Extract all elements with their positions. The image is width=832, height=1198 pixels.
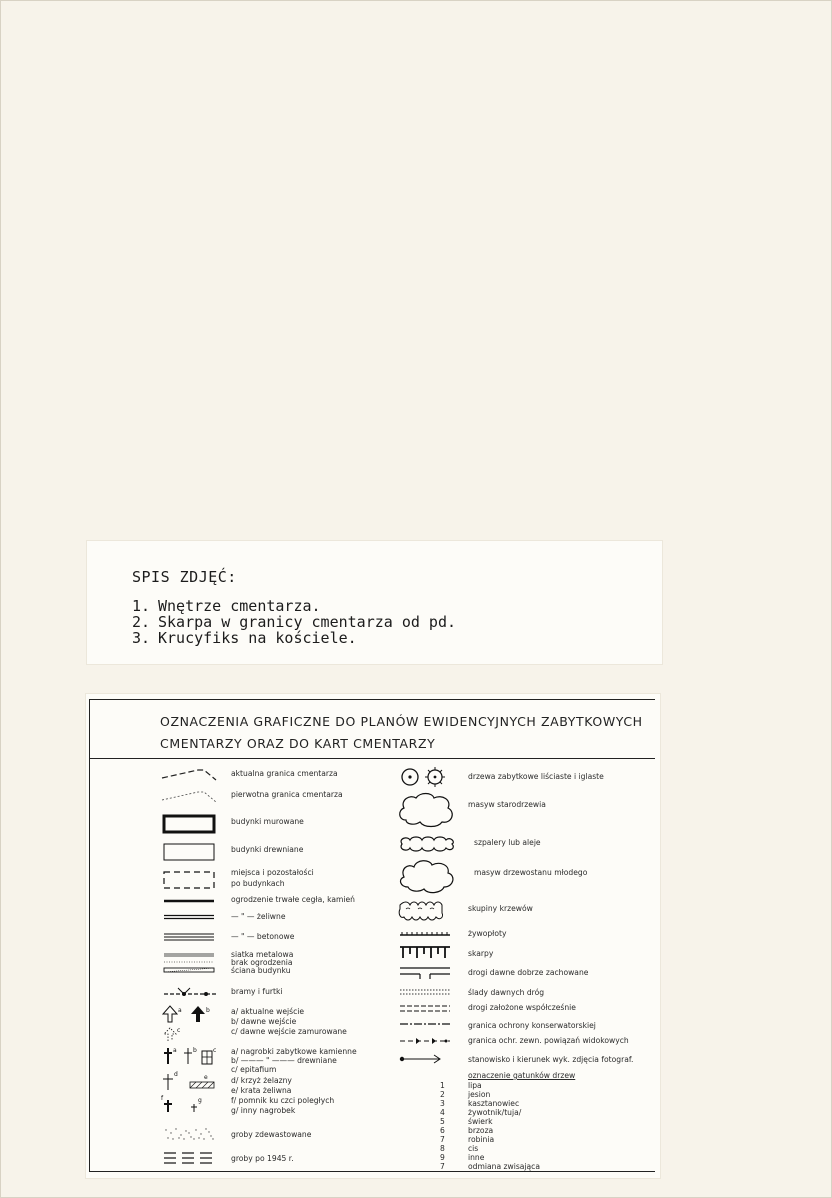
entry-permanent-fence: ogrodzenie trwałe cegła, kamień bbox=[231, 895, 355, 904]
entry-new-roads: drogi założone współcześnie bbox=[468, 1003, 576, 1012]
photo-list-title: SPIS ZDJĘĆ: bbox=[132, 568, 237, 586]
svg-text:b: b bbox=[193, 1047, 197, 1054]
svg-text:c: c bbox=[177, 1027, 181, 1034]
species-name: jesion bbox=[468, 1090, 491, 1099]
entry-entrance-c: c/ dawne wejście zamurowane bbox=[231, 1027, 347, 1036]
legend-header-divider bbox=[89, 758, 655, 759]
entry-gravestone-c: c/ epitafium bbox=[231, 1065, 277, 1074]
species-number: 5 bbox=[440, 1117, 445, 1126]
concrete-fence-symbol bbox=[162, 932, 218, 942]
legend-heading-line2: CMENTARZY ORAZ DO KART CMENTARZY bbox=[160, 736, 436, 751]
graphic-symbols-legend bbox=[86, 694, 660, 1178]
list-item: 3. Krucyfiks na kościele. bbox=[132, 629, 357, 647]
svg-text:a: a bbox=[178, 1007, 182, 1014]
entry-masonry-buildings: budynki murowane bbox=[231, 817, 304, 826]
mesh-fence-symbol bbox=[162, 951, 218, 975]
entry-former-buildings-2: po budynkach bbox=[231, 879, 285, 888]
devastated-graves-symbol bbox=[162, 1126, 218, 1142]
entry-hedges: żywopłoty bbox=[468, 929, 507, 938]
entry-building-wall: ściana budynku bbox=[231, 966, 291, 975]
embankment-symbol bbox=[398, 944, 454, 960]
entry-current-boundary: aktualna granica cmentarza bbox=[231, 769, 338, 778]
legend-frame-left bbox=[89, 699, 90, 1172]
entry-embankments: skarpy bbox=[468, 949, 494, 958]
svg-text:a: a bbox=[173, 1047, 177, 1054]
entry-gravestone-g: g/ inny nagrobek bbox=[231, 1106, 296, 1115]
svg-text:c: c bbox=[213, 1047, 217, 1054]
historic-trees-symbol bbox=[398, 766, 454, 788]
entry-historic-trees: drzewa zabytkowe liściaste i iglaste bbox=[468, 772, 604, 781]
species-name: odmiana zwisająca bbox=[468, 1162, 541, 1171]
entry-gravestone-a: a/ nagrobki zabytkowe kamienne bbox=[231, 1047, 357, 1056]
entry-young-tree-stand: masyw drzewostanu młodego bbox=[474, 868, 588, 877]
legend-frame-top bbox=[89, 699, 655, 700]
species-name: inne bbox=[468, 1153, 485, 1162]
current-boundary-symbol bbox=[160, 766, 220, 782]
species-number: 8 bbox=[440, 1144, 445, 1153]
species-number: 2 bbox=[440, 1090, 445, 1099]
old-roads-symbol bbox=[398, 964, 454, 980]
legend-frame-bottom bbox=[89, 1171, 655, 1172]
entry-mesh-fence: siatka metalowa bbox=[231, 950, 294, 959]
species-number: 7 bbox=[440, 1135, 445, 1144]
species-number: 9 bbox=[440, 1153, 445, 1162]
entry-old-tree-stand: masyw starodrzewia bbox=[468, 800, 546, 809]
list-item: 1. Wnętrze cmentarza. bbox=[132, 597, 321, 615]
entry-post-1945-graves: groby po 1945 r. bbox=[231, 1154, 294, 1163]
species-name: świerk bbox=[468, 1117, 493, 1126]
entry-alleys: szpalery lub aleje bbox=[474, 838, 541, 847]
original-boundary-symbol bbox=[160, 788, 220, 804]
entrance-arrows-symbol bbox=[160, 1004, 222, 1044]
shrub-groups-symbol bbox=[396, 899, 458, 923]
photo-list-items bbox=[132, 598, 456, 646]
wooden-building-symbol bbox=[162, 842, 218, 862]
post-1945-graves-symbol bbox=[162, 1150, 218, 1168]
species-name: kasztanowiec bbox=[468, 1099, 520, 1108]
cast-iron-fence-symbol bbox=[162, 913, 218, 921]
conservation-boundary-symbol bbox=[398, 1020, 454, 1028]
entry-gates: bramy i furtki bbox=[231, 987, 283, 996]
entry-shrub-groups: skupiny krzewów bbox=[468, 904, 533, 913]
species-name: żywotnik/tuja/ bbox=[468, 1108, 522, 1117]
entry-gravestone-d: d/ krzyż żelazny bbox=[231, 1076, 292, 1085]
legend-heading-line1: OZNACZENIA GRAFICZNE DO PLANÓW EWIDENCYJNYCH ZABYTKOWYCH bbox=[160, 714, 643, 729]
entry-road-traces: ślady dawnych dróg bbox=[468, 988, 545, 997]
entry-gravestone-b: b/ ——— " ——— drewniane bbox=[231, 1056, 337, 1065]
road-traces-symbol bbox=[398, 988, 454, 996]
svg-text:g: g bbox=[198, 1097, 202, 1104]
former-building-symbol bbox=[162, 870, 218, 890]
gate-symbol bbox=[162, 984, 220, 998]
entry-entrance-b: b/ dawne wejście bbox=[231, 1017, 297, 1026]
svg-text:f: f bbox=[161, 1095, 164, 1102]
masonry-building-symbol bbox=[162, 814, 218, 834]
species-name: robinia bbox=[468, 1135, 495, 1144]
old-tree-stand-symbol bbox=[396, 790, 458, 828]
entry-original-boundary: pierwotna granica cmentarza bbox=[231, 790, 343, 799]
entry-gravestone-e: e/ krata żeliwna bbox=[231, 1086, 292, 1095]
entry-conservation-boundary: granica ochrony konserwatorskiej bbox=[468, 1021, 596, 1030]
entry-no-fence: brak ogrodzenia bbox=[231, 958, 293, 967]
species-name: cis bbox=[468, 1144, 479, 1153]
entry-wooden-buildings: budynki drewniane bbox=[231, 845, 304, 854]
entry-former-buildings-1: miejsca i pozostałości bbox=[231, 868, 314, 877]
entry-photo-position: stanowisko i kierunek wyk. zdjęcia fotograf. bbox=[468, 1055, 634, 1064]
species-name: brzoza bbox=[468, 1126, 494, 1135]
svg-text:b: b bbox=[206, 1007, 210, 1014]
gravestones-symbol bbox=[160, 1046, 222, 1116]
entry-tree-species-title: oznaczenie gatunków drzew bbox=[468, 1071, 576, 1080]
entry-view-protection-boundary: granica ochr. zewn. powiązań widokowych bbox=[468, 1036, 629, 1045]
entry-devastated-graves: groby zdewastowane bbox=[231, 1130, 312, 1139]
species-name: lipa bbox=[468, 1081, 482, 1090]
entry-cast-iron-fence: — " — żeliwne bbox=[231, 912, 286, 921]
new-roads-symbol bbox=[398, 1004, 454, 1014]
view-protection-boundary-symbol bbox=[398, 1036, 454, 1046]
entry-old-roads: drogi dawne dobrze zachowane bbox=[468, 968, 589, 977]
permanent-fence-symbol bbox=[162, 897, 218, 905]
entry-gravestone-f: f/ pomnik ku czci poległych bbox=[231, 1096, 335, 1105]
species-number: 7 bbox=[440, 1162, 445, 1171]
species-number: 6 bbox=[440, 1126, 445, 1135]
species-number: 4 bbox=[440, 1108, 445, 1117]
entry-concrete-fence: — " — betonowe bbox=[231, 932, 295, 941]
list-item: 2. Skarpa w granicy cmentarza od pd. bbox=[132, 613, 457, 631]
entry-entrance-a: a/ aktualne wejście bbox=[231, 1007, 305, 1016]
species-number: 1 bbox=[440, 1081, 445, 1090]
svg-text:d: d bbox=[174, 1071, 178, 1078]
photo-list-label bbox=[87, 541, 662, 664]
hedge-symbol bbox=[398, 930, 454, 938]
alley-symbol bbox=[396, 834, 458, 854]
photo-position-symbol bbox=[398, 1054, 454, 1064]
svg-text:e: e bbox=[204, 1074, 208, 1081]
young-tree-stand-symbol bbox=[396, 857, 458, 895]
species-number: 3 bbox=[440, 1099, 445, 1108]
